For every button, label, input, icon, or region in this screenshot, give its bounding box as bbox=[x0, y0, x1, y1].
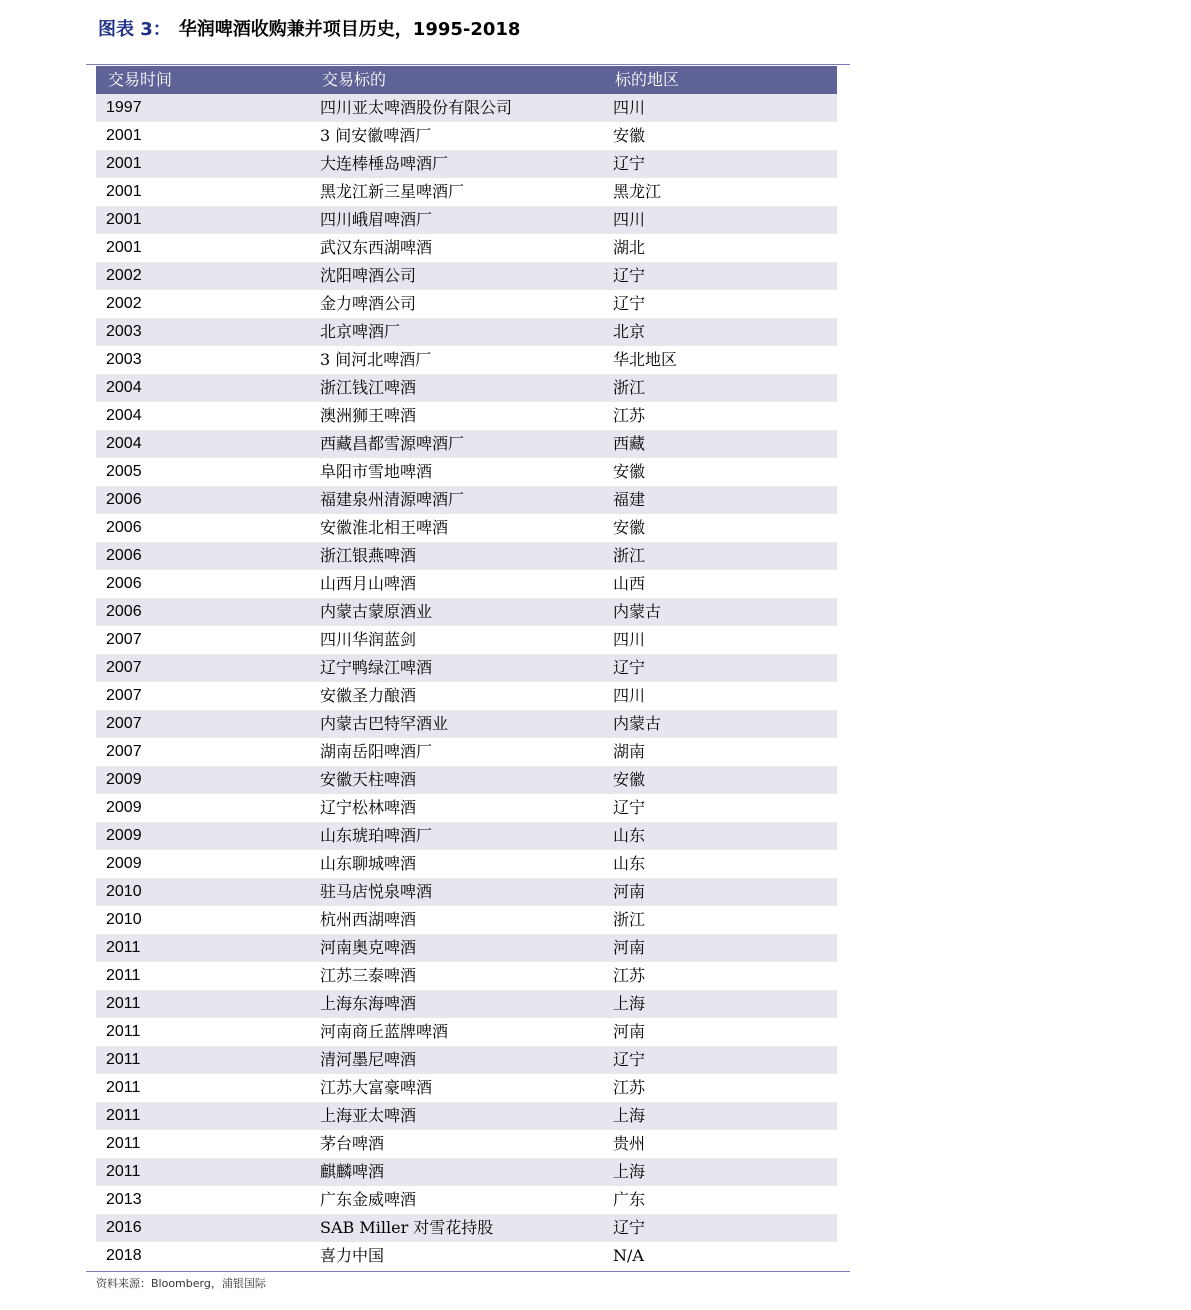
cell-date: 2004 bbox=[96, 374, 310, 402]
cell-region: 江苏 bbox=[603, 402, 837, 430]
cell-region: 辽宁 bbox=[603, 262, 837, 290]
cell-region: 福建 bbox=[603, 486, 837, 514]
cell-date: 2009 bbox=[96, 794, 310, 822]
table-row bbox=[96, 178, 837, 206]
cell-date: 2007 bbox=[96, 738, 310, 766]
cell-date: 2003 bbox=[96, 318, 310, 346]
cell-region: 广东 bbox=[603, 1186, 837, 1214]
cell-target: 四川亚太啤酒股份有限公司 bbox=[310, 94, 603, 122]
figure-title bbox=[98, 16, 520, 44]
cell-region: 上海 bbox=[603, 1158, 837, 1186]
cell-region: 河南 bbox=[603, 878, 837, 906]
cell-region: 四川 bbox=[603, 206, 837, 234]
cell-region: 山西 bbox=[603, 570, 837, 598]
cell-region: 四川 bbox=[603, 94, 837, 122]
cell-target: 澳洲狮王啤酒 bbox=[310, 402, 603, 430]
cell-date: 2013 bbox=[96, 1186, 310, 1214]
table-row bbox=[96, 458, 837, 486]
cell-date: 2011 bbox=[96, 1074, 310, 1102]
cell-region: 浙江 bbox=[603, 374, 837, 402]
table-row bbox=[96, 374, 837, 402]
cell-date: 2009 bbox=[96, 766, 310, 794]
cell-target: 杭州西湖啤酒 bbox=[310, 906, 603, 934]
cell-date: 2007 bbox=[96, 710, 310, 738]
table-row bbox=[96, 822, 837, 850]
cell-date: 2005 bbox=[96, 458, 310, 486]
cell-region: 山东 bbox=[603, 822, 837, 850]
table-bottom-rule bbox=[86, 1271, 850, 1272]
cell-target: 武汉东西湖啤酒 bbox=[310, 234, 603, 262]
cell-target: 沈阳啤酒公司 bbox=[310, 262, 603, 290]
table-row bbox=[96, 1102, 837, 1130]
cell-date: 2011 bbox=[96, 962, 310, 990]
cell-date: 2004 bbox=[96, 430, 310, 458]
table-row bbox=[96, 402, 837, 430]
cell-date: 2007 bbox=[96, 682, 310, 710]
cell-region: 华北地区 bbox=[603, 346, 837, 374]
cell-date: 2011 bbox=[96, 1130, 310, 1158]
cell-region: 江苏 bbox=[603, 1074, 837, 1102]
cell-target: 四川华润蓝剑 bbox=[310, 626, 603, 654]
cell-date: 2006 bbox=[96, 598, 310, 626]
cell-target: 安徽天柱啤酒 bbox=[310, 766, 603, 794]
cell-region: 四川 bbox=[603, 626, 837, 654]
cell-date: 2011 bbox=[96, 990, 310, 1018]
cell-target: 安徽淮北相王啤酒 bbox=[310, 514, 603, 542]
cell-date: 2011 bbox=[96, 1102, 310, 1130]
cell-region: 上海 bbox=[603, 990, 837, 1018]
cell-target: 河南奥克啤酒 bbox=[310, 934, 603, 962]
cell-region: 湖北 bbox=[603, 234, 837, 262]
cell-date: 2009 bbox=[96, 850, 310, 878]
cell-region: 四川 bbox=[603, 682, 837, 710]
cell-target: 内蒙古蒙原酒业 bbox=[310, 598, 603, 626]
cell-region: 山东 bbox=[603, 850, 837, 878]
cell-region: N/A bbox=[603, 1242, 837, 1270]
table-row bbox=[96, 1130, 837, 1158]
table-row bbox=[96, 1214, 837, 1242]
table-row bbox=[96, 738, 837, 766]
cell-region: 浙江 bbox=[603, 906, 837, 934]
acquisition-table bbox=[96, 66, 837, 1270]
table-row bbox=[96, 234, 837, 262]
cell-region: 安徽 bbox=[603, 122, 837, 150]
cell-target: 驻马店悦泉啤酒 bbox=[310, 878, 603, 906]
table-row bbox=[96, 430, 837, 458]
cell-target: 安徽圣力酿酒 bbox=[310, 682, 603, 710]
source-note: 资料来源：Bloomberg，浦银国际 bbox=[96, 1277, 266, 1290]
cell-region: 辽宁 bbox=[603, 1214, 837, 1242]
cell-date: 2007 bbox=[96, 626, 310, 654]
cell-target: 湖南岳阳啤酒厂 bbox=[310, 738, 603, 766]
cell-region: 河南 bbox=[603, 934, 837, 962]
cell-target: 广东金威啤酒 bbox=[310, 1186, 603, 1214]
cell-target: 西藏昌都雪源啤酒厂 bbox=[310, 430, 603, 458]
cell-date: 2006 bbox=[96, 514, 310, 542]
table-row bbox=[96, 906, 837, 934]
table-row bbox=[96, 990, 837, 1018]
cell-target: 上海东海啤酒 bbox=[310, 990, 603, 1018]
cell-date: 2010 bbox=[96, 878, 310, 906]
cell-region: 安徽 bbox=[603, 514, 837, 542]
cell-target: 内蒙古巴特罕酒业 bbox=[310, 710, 603, 738]
cell-region: 河南 bbox=[603, 1018, 837, 1046]
cell-region: 西藏 bbox=[603, 430, 837, 458]
cell-region: 贵州 bbox=[603, 1130, 837, 1158]
table-row bbox=[96, 878, 837, 906]
cell-region: 辽宁 bbox=[603, 1046, 837, 1074]
figure-title-text: 华润啤酒收购兼并项目历史，1995-2018 bbox=[178, 19, 521, 40]
cell-target: 山东聊城啤酒 bbox=[310, 850, 603, 878]
table-row bbox=[96, 710, 837, 738]
cell-target: 茅台啤酒 bbox=[310, 1130, 603, 1158]
table-row bbox=[96, 962, 837, 990]
table-row bbox=[96, 934, 837, 962]
table-row bbox=[96, 262, 837, 290]
cell-date: 2009 bbox=[96, 822, 310, 850]
cell-target: 辽宁松林啤酒 bbox=[310, 794, 603, 822]
cell-target: SAB Miller 对雪花持股 bbox=[310, 1214, 603, 1242]
cell-region: 内蒙古 bbox=[603, 598, 837, 626]
cell-target: 北京啤酒厂 bbox=[310, 318, 603, 346]
cell-date: 2011 bbox=[96, 934, 310, 962]
table-row bbox=[96, 598, 837, 626]
cell-target: 江苏三泰啤酒 bbox=[310, 962, 603, 990]
table-row bbox=[96, 626, 837, 654]
table-row bbox=[96, 1018, 837, 1046]
cell-region: 江苏 bbox=[603, 962, 837, 990]
cell-target: 四川峨眉啤酒厂 bbox=[310, 206, 603, 234]
table-row bbox=[96, 1242, 837, 1270]
cell-region: 辽宁 bbox=[603, 150, 837, 178]
cell-target: 金力啤酒公司 bbox=[310, 290, 603, 318]
cell-date: 2018 bbox=[96, 1242, 310, 1270]
header-target: 交易标的 bbox=[310, 66, 603, 94]
cell-region: 安徽 bbox=[603, 458, 837, 486]
cell-date: 2002 bbox=[96, 290, 310, 318]
cell-date: 2001 bbox=[96, 122, 310, 150]
cell-date: 2007 bbox=[96, 654, 310, 682]
table-row bbox=[96, 206, 837, 234]
cell-date: 2011 bbox=[96, 1046, 310, 1074]
table-row bbox=[96, 122, 837, 150]
cell-target: 山西月山啤酒 bbox=[310, 570, 603, 598]
table-row bbox=[96, 682, 837, 710]
cell-date: 2011 bbox=[96, 1158, 310, 1186]
cell-target: 3 间河北啤酒厂 bbox=[310, 346, 603, 374]
cell-target: 山东琥珀啤酒厂 bbox=[310, 822, 603, 850]
cell-date: 2002 bbox=[96, 262, 310, 290]
cell-date: 2006 bbox=[96, 486, 310, 514]
cell-date: 2001 bbox=[96, 178, 310, 206]
table-row bbox=[96, 654, 837, 682]
table-row bbox=[96, 1046, 837, 1074]
table-row bbox=[96, 1074, 837, 1102]
cell-target: 福建泉州清源啤酒厂 bbox=[310, 486, 603, 514]
cell-target: 浙江钱江啤酒 bbox=[310, 374, 603, 402]
header-region: 标的地区 bbox=[603, 66, 837, 94]
table-row bbox=[96, 1186, 837, 1214]
cell-region: 辽宁 bbox=[603, 654, 837, 682]
cell-target: 上海亚太啤酒 bbox=[310, 1102, 603, 1130]
cell-region: 北京 bbox=[603, 318, 837, 346]
cell-target: 浙江银燕啤酒 bbox=[310, 542, 603, 570]
cell-target: 麒麟啤酒 bbox=[310, 1158, 603, 1186]
cell-target: 清河墨尼啤酒 bbox=[310, 1046, 603, 1074]
cell-target: 喜力中国 bbox=[310, 1242, 603, 1270]
table-row bbox=[96, 346, 837, 374]
cell-date: 2006 bbox=[96, 570, 310, 598]
cell-date: 2001 bbox=[96, 206, 310, 234]
cell-date: 2003 bbox=[96, 346, 310, 374]
cell-target: 3 间安徽啤酒厂 bbox=[310, 122, 603, 150]
cell-date: 2010 bbox=[96, 906, 310, 934]
table-row bbox=[96, 766, 837, 794]
table-row bbox=[96, 850, 837, 878]
cell-region: 内蒙古 bbox=[603, 710, 837, 738]
cell-target: 阜阳市雪地啤酒 bbox=[310, 458, 603, 486]
header-date: 交易时间 bbox=[96, 66, 310, 94]
table-row bbox=[96, 94, 837, 122]
table-row bbox=[96, 1158, 837, 1186]
cell-region: 辽宁 bbox=[603, 290, 837, 318]
cell-region: 黑龙江 bbox=[603, 178, 837, 206]
cell-date: 2004 bbox=[96, 402, 310, 430]
cell-date: 2006 bbox=[96, 542, 310, 570]
cell-target: 江苏大富豪啤酒 bbox=[310, 1074, 603, 1102]
table-row bbox=[96, 542, 837, 570]
cell-target: 辽宁鸭绿江啤酒 bbox=[310, 654, 603, 682]
figure-label: 图表 3： bbox=[98, 19, 171, 40]
cell-region: 湖南 bbox=[603, 738, 837, 766]
cell-target: 河南商丘蓝牌啤酒 bbox=[310, 1018, 603, 1046]
cell-target: 大连棒棰岛啤酒厂 bbox=[310, 150, 603, 178]
cell-date: 2001 bbox=[96, 150, 310, 178]
table-top-rule bbox=[86, 64, 850, 65]
table-row bbox=[96, 794, 837, 822]
table-header-row bbox=[96, 66, 837, 94]
table-row bbox=[96, 486, 837, 514]
table-row bbox=[96, 290, 837, 318]
table-row bbox=[96, 318, 837, 346]
table-row bbox=[96, 570, 837, 598]
table-body bbox=[96, 94, 837, 1270]
table-row bbox=[96, 150, 837, 178]
cell-date: 1997 bbox=[96, 94, 310, 122]
cell-date: 2001 bbox=[96, 234, 310, 262]
cell-region: 安徽 bbox=[603, 766, 837, 794]
cell-date: 2011 bbox=[96, 1018, 310, 1046]
table-row bbox=[96, 514, 837, 542]
cell-region: 上海 bbox=[603, 1102, 837, 1130]
cell-region: 浙江 bbox=[603, 542, 837, 570]
cell-region: 辽宁 bbox=[603, 794, 837, 822]
cell-target: 黑龙江新三星啤酒厂 bbox=[310, 178, 603, 206]
cell-date: 2016 bbox=[96, 1214, 310, 1242]
